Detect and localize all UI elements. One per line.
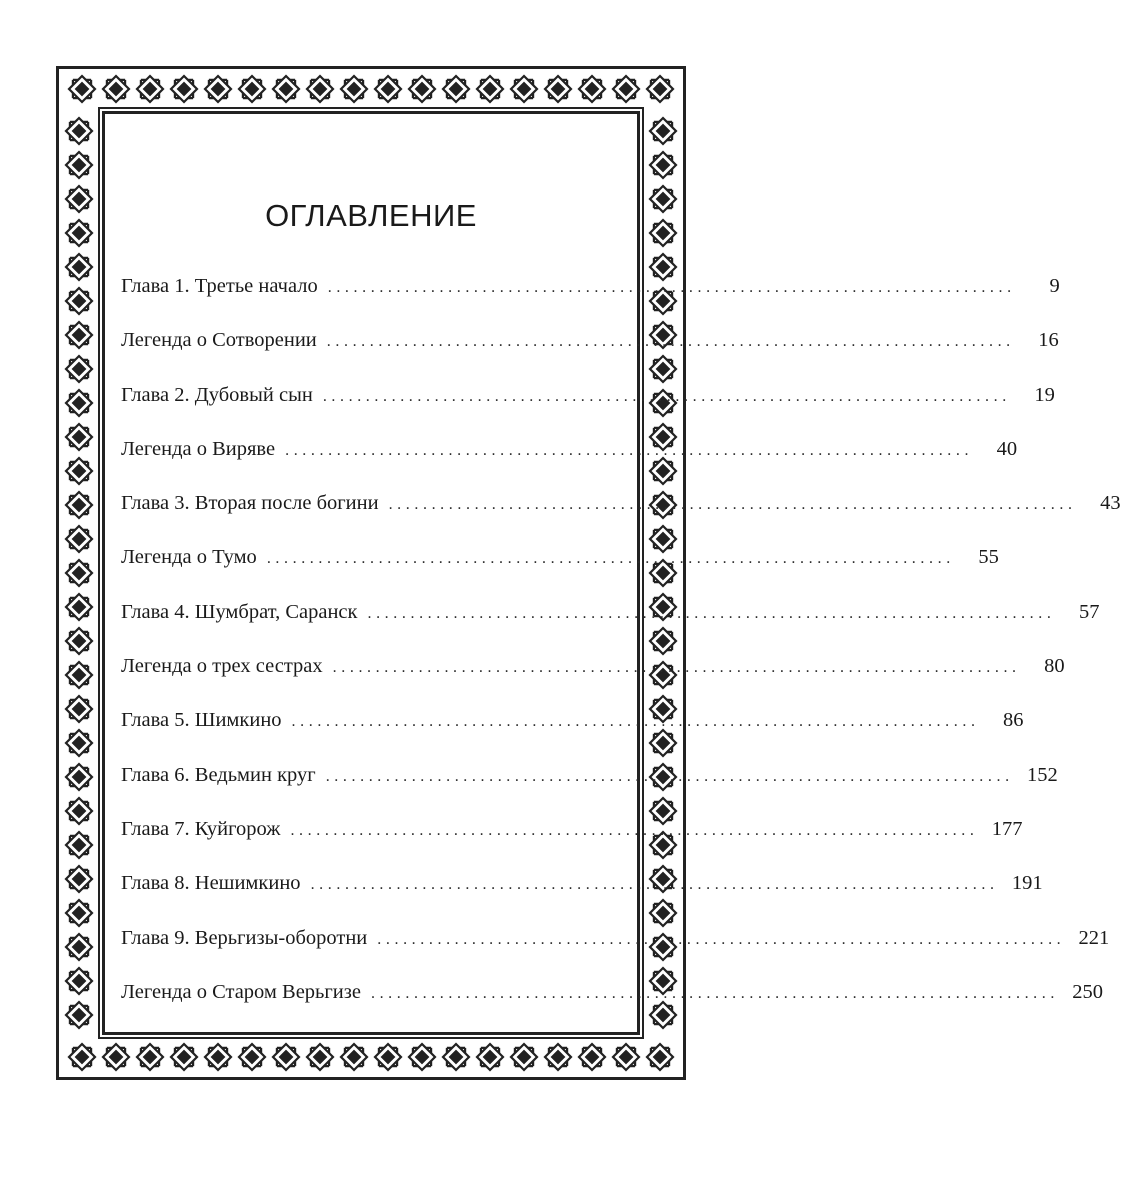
toc-entry[interactable] [121, 763, 1058, 817]
toc-entry-label: Глава 7. Куйгорож [121, 817, 281, 840]
toc-entry-label: Глава 4. Шумбрат, Саранск [121, 600, 358, 623]
dot-leader: ................................................................................ [290, 821, 979, 839]
toc-entry[interactable] [121, 817, 1023, 871]
page-title: ОГЛАВЛЕНИЕ [265, 198, 477, 233]
dot-leader: ................................................................................ [332, 659, 1021, 677]
toc-entry-label: Глава 5. Шимкино [121, 709, 282, 732]
toc-entry-label: Легенда о Сотворении [121, 329, 317, 352]
toc-entry-page: 43 [1100, 492, 1121, 515]
toc-entry[interactable] [121, 708, 1024, 762]
dot-leader: ................................................................................ [327, 279, 1016, 296]
toc-entry[interactable] [121, 871, 1043, 925]
toc-entry-label: Глава 9. Верьгизы-оборотни [121, 926, 368, 949]
toc-entry-page: 16 [1038, 329, 1059, 352]
toc-entry[interactable] [121, 437, 1018, 491]
toc-entry-label: Глава 6. Ведьмин круг [121, 763, 316, 786]
toc-entry[interactable] [121, 328, 1059, 382]
toc-entry-label: Легенда о трех сестрах [121, 655, 323, 678]
dot-leader: ................................................................................ [310, 876, 999, 894]
toc-entry-page: 19 [1034, 383, 1055, 406]
toc-entry-label: Глава 8. Нешимкино [121, 872, 301, 895]
dot-leader: ................................................................................ [377, 930, 1066, 948]
dot-leader: ................................................................................ [285, 441, 974, 459]
toc-entry[interactable] [121, 491, 1121, 545]
toc-entry-page: 250 [1072, 980, 1103, 1003]
toc-entry-page: 55 [978, 546, 999, 569]
toc-entry-page: 177 [991, 817, 1023, 840]
dot-leader: ................................................................................ [367, 604, 1056, 622]
toc-entry-page: 86 [1003, 709, 1024, 732]
toc-entry[interactable] [121, 545, 999, 599]
toc-entry[interactable] [121, 980, 1103, 1034]
toc-entry-page: 221 [1078, 926, 1110, 949]
toc-entry[interactable] [121, 383, 1055, 437]
toc-entry-label: Легенда о Тумо [121, 546, 257, 569]
dot-leader: ................................................................................ [266, 550, 955, 568]
dot-leader: ................................................................................ [291, 713, 980, 731]
toc-entry-label: Легенда о Старом Верьгизе [121, 980, 361, 1003]
dot-leader: ................................................................................ [370, 984, 1059, 1002]
toc-panel [102, 111, 1121, 1035]
dot-leader: ................................................................................ [325, 767, 1014, 785]
toc-entry[interactable] [121, 926, 1110, 980]
toc-list [121, 274, 1121, 1034]
ornamental-frame [56, 66, 1121, 1080]
toc-entry-page: 40 [996, 437, 1018, 460]
toc-entry-page: 191 [1011, 872, 1043, 895]
toc-entry-page: 80 [1044, 655, 1065, 678]
toc-entry-label: Глава 1. Третье начало [121, 275, 318, 297]
toc-entry-label: Глава 2. Дубовый сын [121, 383, 313, 406]
toc-entry-page: 9 [1049, 275, 1060, 297]
toc-entry[interactable] [121, 274, 1060, 328]
dot-leader: ................................................................................ [322, 387, 1011, 405]
toc-entry[interactable] [121, 600, 1100, 654]
toc-entry-label: Глава 3. Вторая после богини [121, 492, 379, 515]
dot-leader: ................................................................................ [326, 333, 1015, 351]
toc-entry-label: Легенда о Виряве [121, 437, 276, 460]
toc-entry-page: 57 [1078, 600, 1100, 623]
toc-entry[interactable] [121, 654, 1065, 708]
dot-leader: ................................................................................ [388, 496, 1077, 514]
toc-entry-page: 152 [1026, 763, 1058, 786]
